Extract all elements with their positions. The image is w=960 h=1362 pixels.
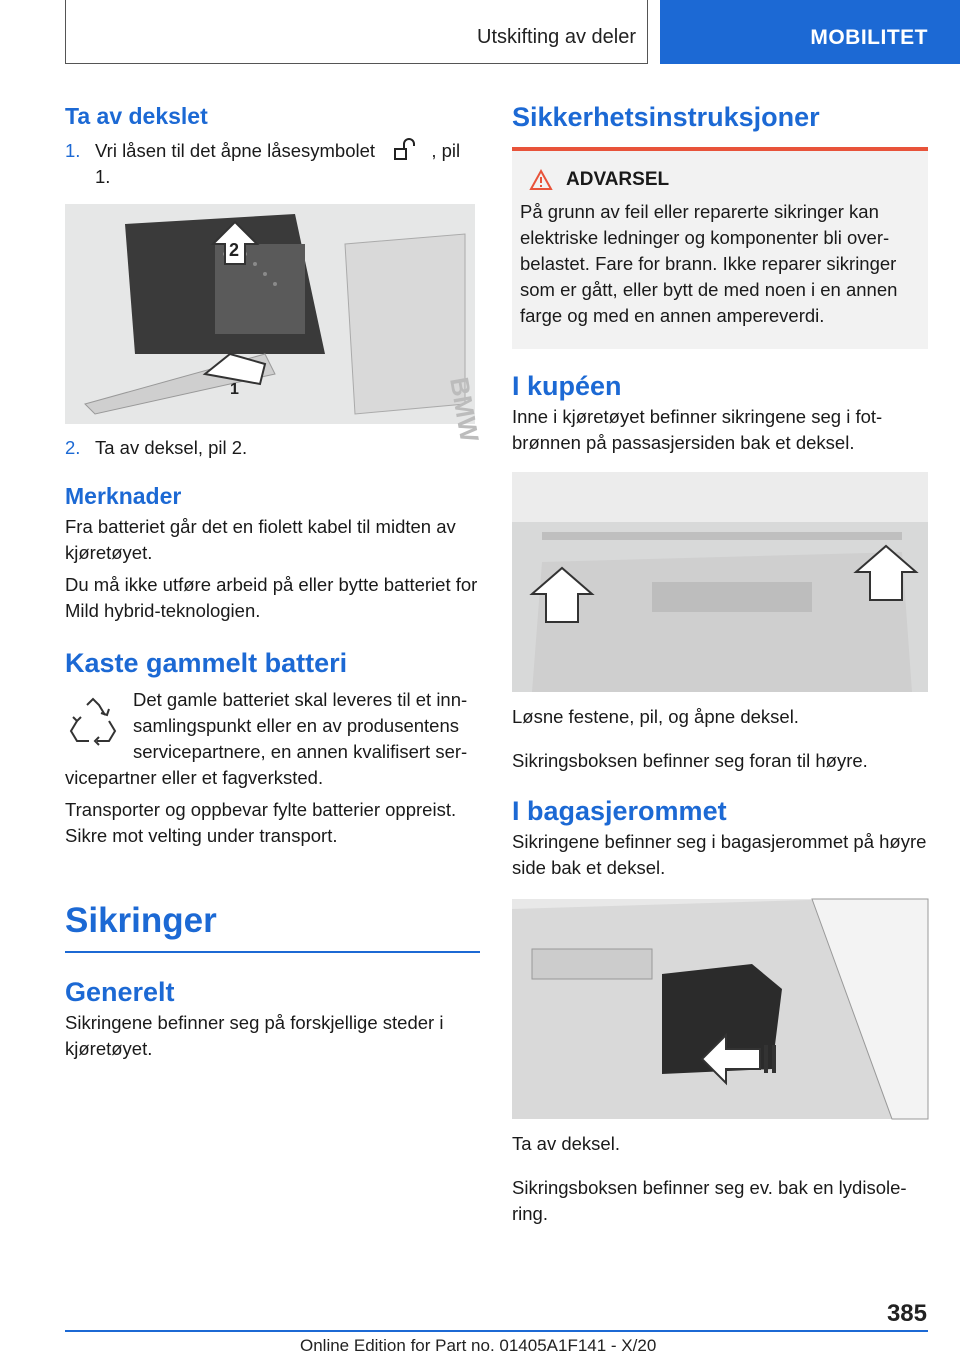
right-column — [512, 100, 928, 1227]
left-column — [65, 100, 485, 1062]
notes-paragraph-1: Fra batteriet går det en fiolett kabel til midten av kjøretøyet. — [65, 516, 456, 563]
chapter-underline — [65, 951, 480, 953]
notes-paragraph-2: Du må ikke utføre arbeid på eller bytte batteriet for Mild hybrid-teknologien. — [65, 574, 478, 621]
dispose-paragraph-2: Transporter og oppbevar fylte batterier oppreist. Sikre mot velting under transport. — [65, 799, 457, 846]
general-paragraph: Sikringene befinner seg på forskjellige steder i kjøretøyet. — [65, 1012, 444, 1059]
trunk-paragraph-3: Sikringsboksen befinner seg ev. bak en lydisole-ring. — [512, 1177, 907, 1224]
heading-dispose-battery: Kaste gammelt batteri — [65, 648, 348, 678]
figure-cabin-cover — [512, 472, 928, 692]
figure-label-1: 1 — [230, 381, 239, 398]
heading-notes: Merknader — [65, 483, 182, 509]
header-section-title: Utskifting av deler — [477, 26, 636, 48]
warning-text: På grunn av feil eller reparerte sikringer kan elektriske ledninger og komponenter bli over-belastet. Fare for brann. Ikke reparer sikringer som er gått, eller bytt de med noen i en annen farge og med en annen ampereverdi. — [520, 201, 898, 326]
page-number: 385 — [886, 1300, 927, 1327]
figure-label-2: 2 — [229, 240, 240, 260]
figure-trunk-cover — [512, 899, 928, 1119]
brand-logo: BMW — [444, 374, 485, 445]
trunk-paragraph: Sikringene befinner seg i bagasjerommet på høyre side bak et deksel. — [512, 831, 927, 878]
warning-box — [512, 147, 928, 349]
step-1 — [65, 138, 480, 190]
recycle-icon — [65, 695, 121, 751]
warning-header — [520, 169, 920, 191]
step-2-text: Ta av deksel, pil 2. — [95, 437, 248, 458]
footer-edition: Online Edition for Part no. 01405A1F141 - X/20 — [300, 1336, 657, 1355]
warning-title: ADVARSEL — [566, 169, 670, 190]
dispose-paragraph-1: Det gamle batteriet skal leveres til et inn-samlingspunkt eller en av produsentens servicepartnere, en annen kvalifisert ser-vicepartner eller et fagverksted. — [65, 689, 468, 788]
step-1-text: Vri låsen til det åpne låsesymbolet , pil 1. — [95, 140, 461, 187]
step-2-number: 2. — [65, 437, 81, 458]
trunk-paragraph-2: Ta av deksel. — [512, 1133, 620, 1154]
cabin-paragraph: Inne i kjøretøyet befinner sikringene seg i fot-brønnen på passasjersiden bak et deksel. — [512, 406, 883, 453]
heading-general: Generelt — [65, 977, 175, 1007]
heading-remove-cover: Ta av dekslet — [65, 103, 208, 129]
heading-cabin: I kupéen — [512, 371, 622, 401]
footer-rule — [65, 1330, 928, 1332]
heading-safety: Sikkerhetsinstruksjoner — [512, 102, 820, 132]
cabin-paragraph-3: Sikringsboksen befinner seg foran til høyre. — [512, 750, 868, 771]
figure-battery-cover — [65, 204, 485, 445]
header-chapter-tab[interactable]: MOBILITET — [660, 0, 960, 64]
warning-triangle-icon — [530, 170, 552, 190]
dispose-block — [65, 687, 480, 791]
heading-trunk: I bagasjerommet — [512, 796, 727, 826]
step-1-number: 1. — [65, 140, 81, 161]
chapter-fuses: Sikringer — [65, 901, 217, 940]
unlock-icon — [386, 139, 420, 161]
cabin-paragraph-2: Løsne festene, pil, og åpne deksel. — [512, 706, 799, 727]
step-2 — [65, 435, 480, 461]
